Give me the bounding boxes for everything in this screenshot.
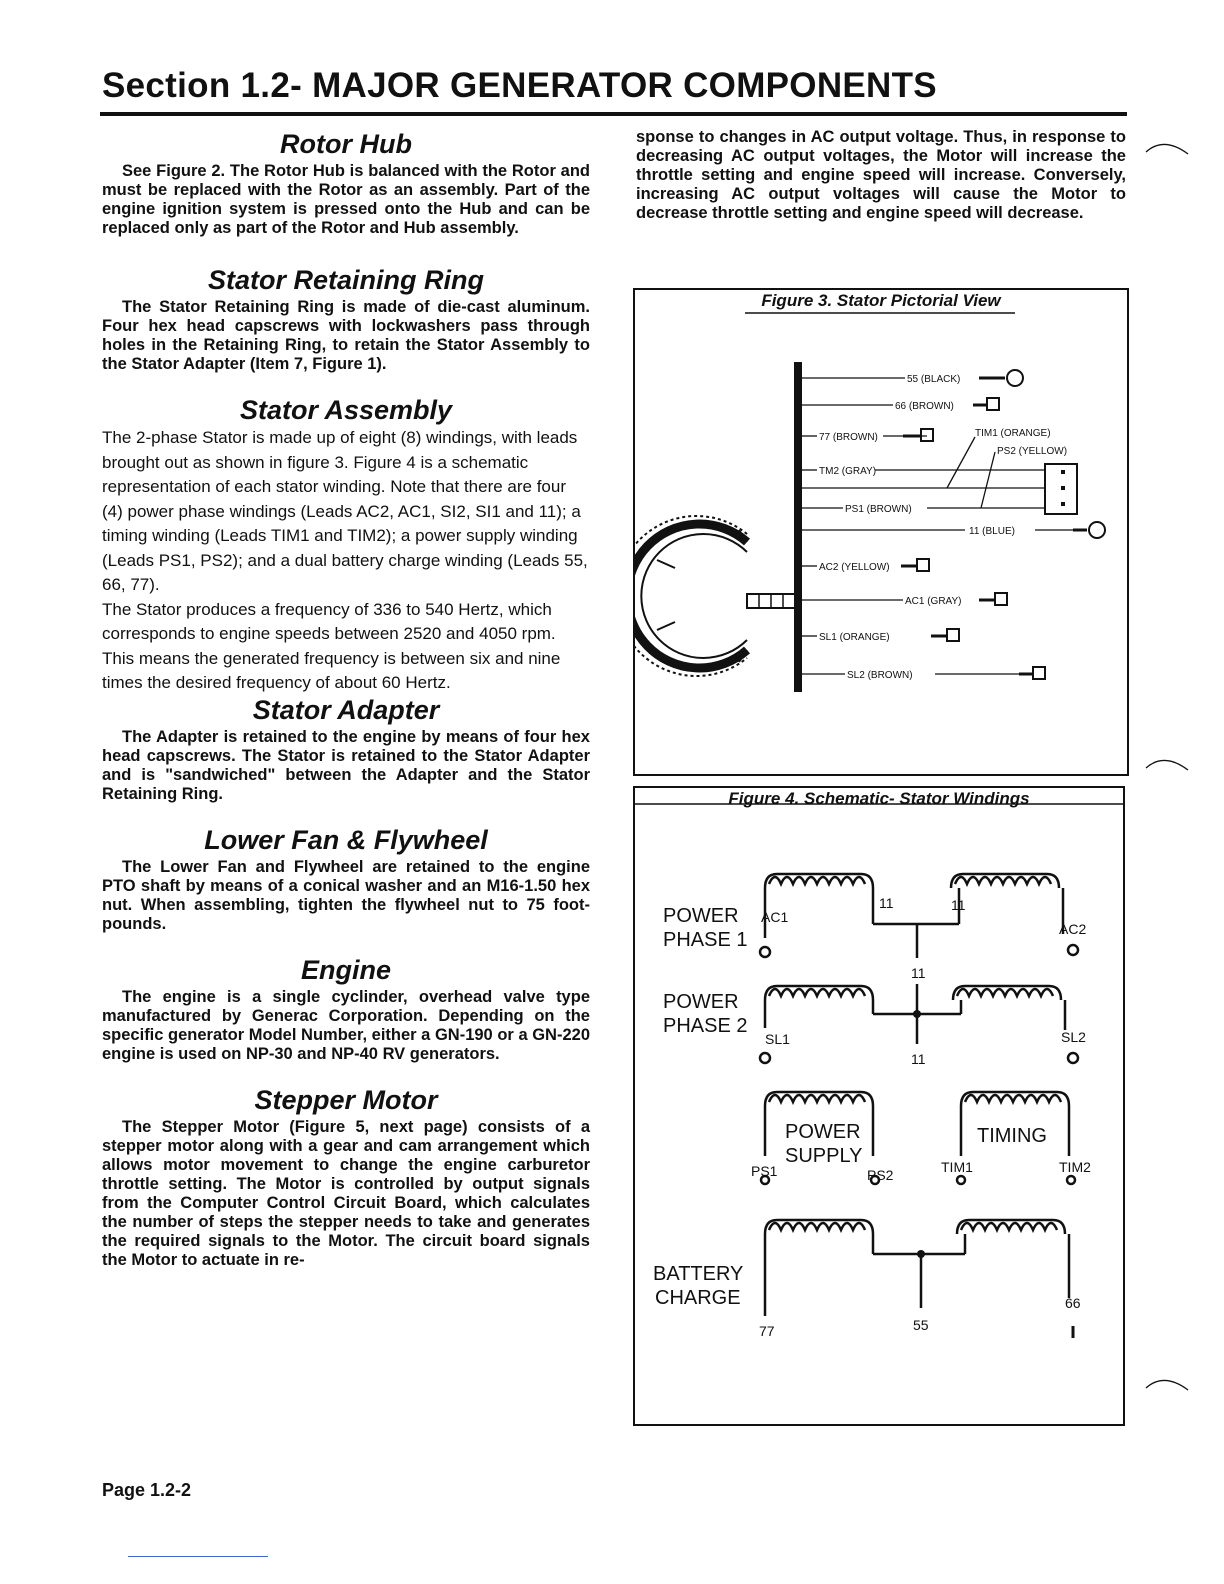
spade-terminal-ac1: [995, 593, 1007, 605]
power-phase-1-schematic: [760, 874, 1078, 958]
label-sl2: SL2: [1061, 1029, 1086, 1045]
figure-3: [633, 288, 1129, 776]
label-charge: CHARGE: [655, 1287, 741, 1309]
stator-ring-drawing: [635, 516, 795, 676]
label-power-1: POWER: [663, 905, 739, 927]
label-phase-1: PHASE 1: [663, 929, 748, 951]
label-timing: TIMING: [977, 1125, 1047, 1147]
text-stator-assembly-1: The 2-phase Stator is made up of eight (8) windings, with leads brought out as shown in figure 3. Figure 4 is a schematic representation of each stator winding. Note that there are four (4) power phase windings (Leads AC2, AC1, SI2, SI1 and 11); a timing winding (Leads TIM1 and TIM2); a power supply winding (Leads PS1, PS2); and a dual battery charge winding (Leads 55, 66, 77).: [102, 428, 588, 594]
label-ac2: AC2: [1059, 921, 1087, 937]
margin-mark-3: [1144, 1372, 1192, 1396]
figure-4: [633, 786, 1125, 1426]
text-lower-fan: The Lower Fan and Flywheel are retained to the engine PTO shaft by means of a conical washer and an M16-1.50 hex nut. When assembling, tighten the flywheel nut to 75 foot-pounds.: [102, 857, 590, 933]
right-column: [636, 128, 1126, 223]
margin-mark-2: [1144, 752, 1192, 776]
label-11-b: 11: [951, 897, 966, 913]
label-power-supply-2: SUPPLY: [785, 1145, 863, 1167]
label-phase-2: PHASE 2: [663, 1015, 748, 1037]
label-11-a: 11: [879, 895, 894, 911]
footer-rule: [128, 1556, 268, 1557]
ring-terminal-11: [1089, 522, 1105, 538]
text-stator-adapter: The Adapter is retained to the engine by means of four hex head capscrews. The Stator is retained to the Stator Adapter and is "sandwiched" between the Adapter and the Stator Retaining Ring.: [102, 727, 590, 803]
lead-ps2-label: PS2 (YELLOW): [997, 446, 1068, 457]
heading-stator-assembly: Stator Assembly: [239, 395, 453, 425]
text-stator-assembly-2: The Stator produces a frequency of 336 to 540 Hertz, which corresponds to engine speeds between 2520 and 4050 rpm. This means the generated frequency is between six and nine times the desired frequency of about 60 Hertz.: [102, 599, 561, 692]
label-battery: BATTERY: [653, 1263, 744, 1285]
ring-terminal-55: [1007, 370, 1023, 386]
lead-55-label: 55 (BLACK): [907, 374, 961, 385]
stator-schematic-drawing: [635, 788, 1123, 1424]
lead-11-label: 11 (BLUE): [969, 526, 1015, 537]
left-column: [102, 128, 590, 1270]
heading-stator-adapter: Stator Adapter: [252, 694, 440, 725]
lead-tim1-label: TIM1 (ORANGE): [975, 428, 1051, 439]
heading-rotor-hub: Rotor Hub: [280, 129, 412, 159]
spade-terminal-sl2: [1033, 667, 1045, 679]
text-continuation: sponse to changes in AC output voltage. Thus, in response to decreasing AC output voltages, the Motor will increase the throttle setting and engine speed will increase. Conversely, increasing AC output voltages will cause the Motor to decrease throttle setting and engine speed will decrease.: [636, 128, 1126, 222]
lead-tm2-label: TM2 (GRAY): [819, 466, 877, 477]
label-sl1: SL1: [765, 1031, 790, 1047]
spade-terminal-sl1: [947, 629, 959, 641]
heading-stator-retaining-ring: Stator Retaining Ring: [208, 265, 484, 295]
label-11-c: 11: [911, 965, 926, 981]
lead-ps1-label: PS1 (BROWN): [845, 504, 912, 515]
label-power-2: POWER: [663, 991, 739, 1013]
label-power-supply-1: POWER: [785, 1121, 861, 1143]
text-stator-retaining-ring: The Stator Retaining Ring is made of die-cast aluminum. Four hex head capscrews with lockwashers pass through holes in the Retaining Ring, to retain the Stator Assembly to the Stator Adapter (Item 7, Figure 1).: [102, 298, 590, 373]
label-66: 66: [1065, 1295, 1081, 1311]
heading-engine: Engine: [300, 954, 391, 985]
harness-bar: [794, 362, 802, 692]
text-stepper-motor: The Stepper Motor (Figure 5, next page) consists of a stepper motor along with a gear and cam arrangement which allows motor movement to change the engine carburetor throttle setting. The Motor is controlled by output signals from the Computer Control Circuit Board, which calculates the number of steps the stepper needs to take and generates the required signals to the Motor. The circuit board signals the Motor to actuate in re-: [102, 1117, 590, 1269]
page-title: Section 1.2- MAJOR GENERATOR COMPONENTS: [102, 66, 937, 105]
lead-ac1-label: AC1 (GRAY): [905, 596, 962, 607]
figure-3-caption: Figure 3. Stator Pictorial View: [761, 291, 1001, 310]
page-number: Page 1.2-2: [102, 1480, 192, 1500]
label-ps1: PS1: [751, 1163, 778, 1179]
spade-terminal-66: [987, 398, 999, 410]
label-ps2: PS2: [867, 1167, 894, 1183]
spade-terminal-ac2: [917, 559, 929, 571]
label-tim1: TIM1: [941, 1159, 973, 1175]
lead-77-label: 77 (BROWN): [819, 432, 878, 443]
lead-sl1-label: SL1 (ORANGE): [819, 632, 890, 643]
text-engine: The engine is a single cyclinder, overhead valve type manufactured by Generac Corporation. Depending on the specific generator Model Number, either a GN-190 or a GN-220 engine is used on NP-30 and NP-40 RV generators.: [102, 987, 590, 1063]
label-77: 77: [759, 1323, 775, 1339]
lead-sl2-label: SL2 (BROWN): [847, 670, 913, 681]
spade-terminal-77: [921, 429, 933, 441]
figure-4-caption: Figure 4. Schematic- Stator Windings: [728, 789, 1030, 808]
stator-pictorial-drawing: [635, 290, 1127, 774]
heading-lower-fan: Lower Fan & Flywheel: [204, 824, 488, 855]
title-rule: [100, 112, 1127, 116]
label-tim2: TIM2: [1059, 1159, 1091, 1175]
margin-mark-1: [1144, 136, 1192, 160]
lead-66-label: 66 (BROWN): [895, 401, 954, 412]
label-11-d: 11: [911, 1051, 926, 1067]
text-rotor-hub: See Figure 2. The Rotor Hub is balanced with the Rotor and must be replaced with the Rotor as an assembly. Part of the engine ignition system is pressed onto the Hub and can be replaced only as part of the Rotor and Hub assembly.: [102, 162, 590, 237]
lead-ac2-label: AC2 (YELLOW): [819, 562, 890, 573]
label-55: 55: [913, 1317, 929, 1333]
heading-stepper-motor: Stepper Motor: [254, 1084, 438, 1115]
label-ac1: AC1: [761, 909, 789, 925]
